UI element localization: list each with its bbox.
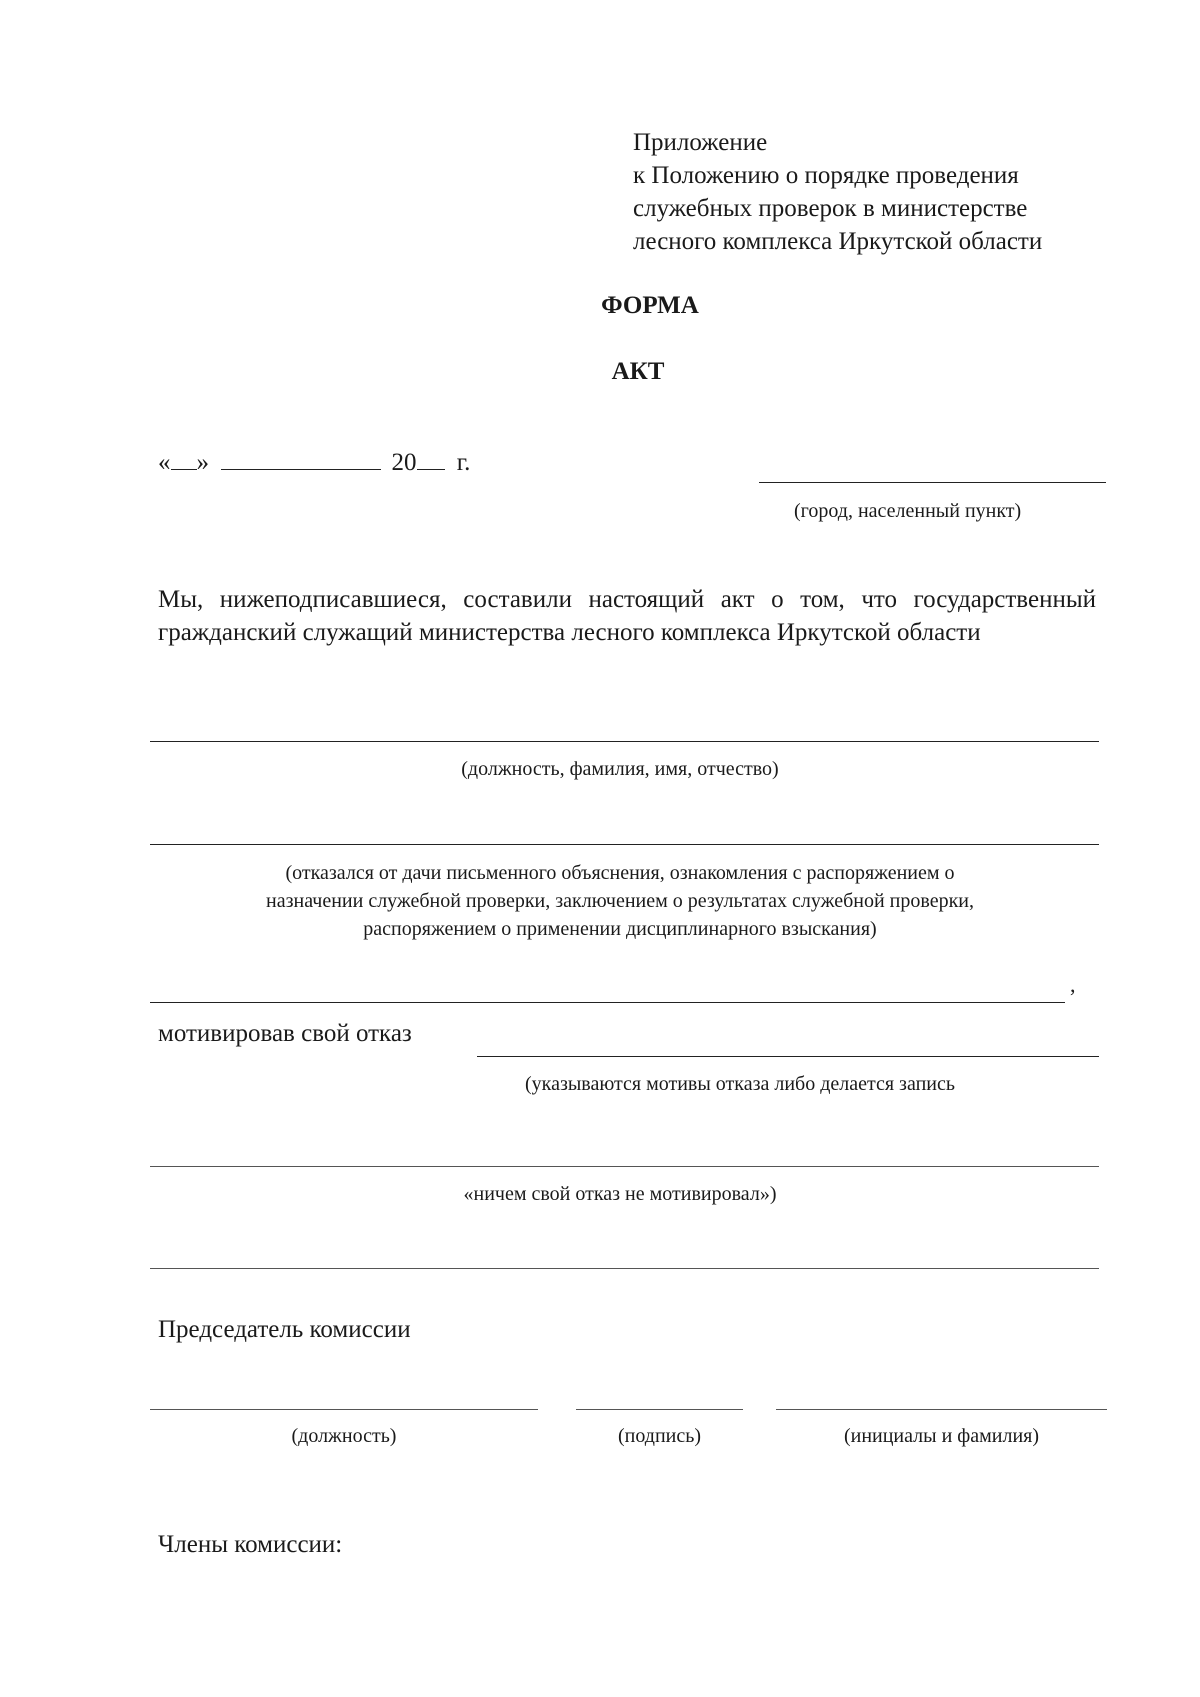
statement-paragraph: Мы, нижеподписавшиеся, составили настоящий акт о том, что государственный гражданский служащий министерства лесного комплекса Иркутской области	[158, 586, 1096, 646]
month-blank	[221, 447, 381, 470]
position-name-line	[150, 741, 1099, 742]
date-open-quote: «	[158, 449, 171, 476]
motive-line	[477, 1056, 1099, 1057]
members-label: Члены комиссии:	[158, 1531, 343, 1558]
city-caption: (город, населенный пункт)	[794, 500, 1022, 522]
motive-caption-2: «ничем свой отказ не мотивировал»)	[463, 1183, 777, 1205]
date-row	[158, 447, 470, 477]
comma-mark: ,	[1070, 972, 1076, 997]
annex-line-1: Приложение	[633, 129, 768, 156]
motive-detail-line	[150, 1166, 1099, 1167]
annex-line-2: к Положению о порядке проведения	[633, 162, 1019, 189]
refusal-detail-line	[150, 1002, 1065, 1003]
chairman-label: Председатель комиссии	[158, 1316, 411, 1343]
caption-position: (должность)	[291, 1425, 397, 1447]
extra-line	[150, 1268, 1099, 1269]
refusal-caption-line-3: распоряжением о применении дисциплинарного взыскания)	[363, 918, 877, 940]
day-blank	[171, 447, 197, 470]
annex-line-3: служебных проверок в министерстве	[633, 195, 1028, 222]
chairman-name-line	[776, 1409, 1107, 1410]
position-caption: (должность, фамилия, имя, отчество)	[461, 758, 779, 780]
form-label: ФОРМА	[601, 292, 699, 319]
year-blank	[417, 447, 445, 470]
caption-signature: (подпись)	[617, 1425, 702, 1447]
chairman-signature-line	[576, 1409, 743, 1410]
refusal-line	[150, 844, 1099, 845]
motive-caption-1: (указываются мотивы отказа либо делается запись	[525, 1073, 955, 1095]
caption-name: (инициалы и фамилия)	[843, 1425, 1040, 1447]
chairman-position-line	[150, 1409, 538, 1410]
motive-label: мотивировав свой отказ	[158, 1020, 412, 1047]
annex-line-4: лесного комплекса Иркутской области	[633, 228, 1043, 255]
annex-header	[633, 126, 1042, 258]
refusal-caption	[140, 859, 1100, 943]
refusal-caption-line-1: (отказался от дачи письменного объяснения, ознакомления с распоряжением о	[285, 862, 955, 884]
refusal-caption-line-2: назначении служебной проверки, заключением о результатах служебной проверки,	[266, 890, 974, 912]
year-prefix: 20	[391, 449, 417, 476]
year-suffix: г.	[456, 449, 471, 476]
date-close-quote: »	[196, 449, 209, 476]
city-line	[759, 482, 1106, 483]
act-title: АКТ	[611, 358, 665, 385]
